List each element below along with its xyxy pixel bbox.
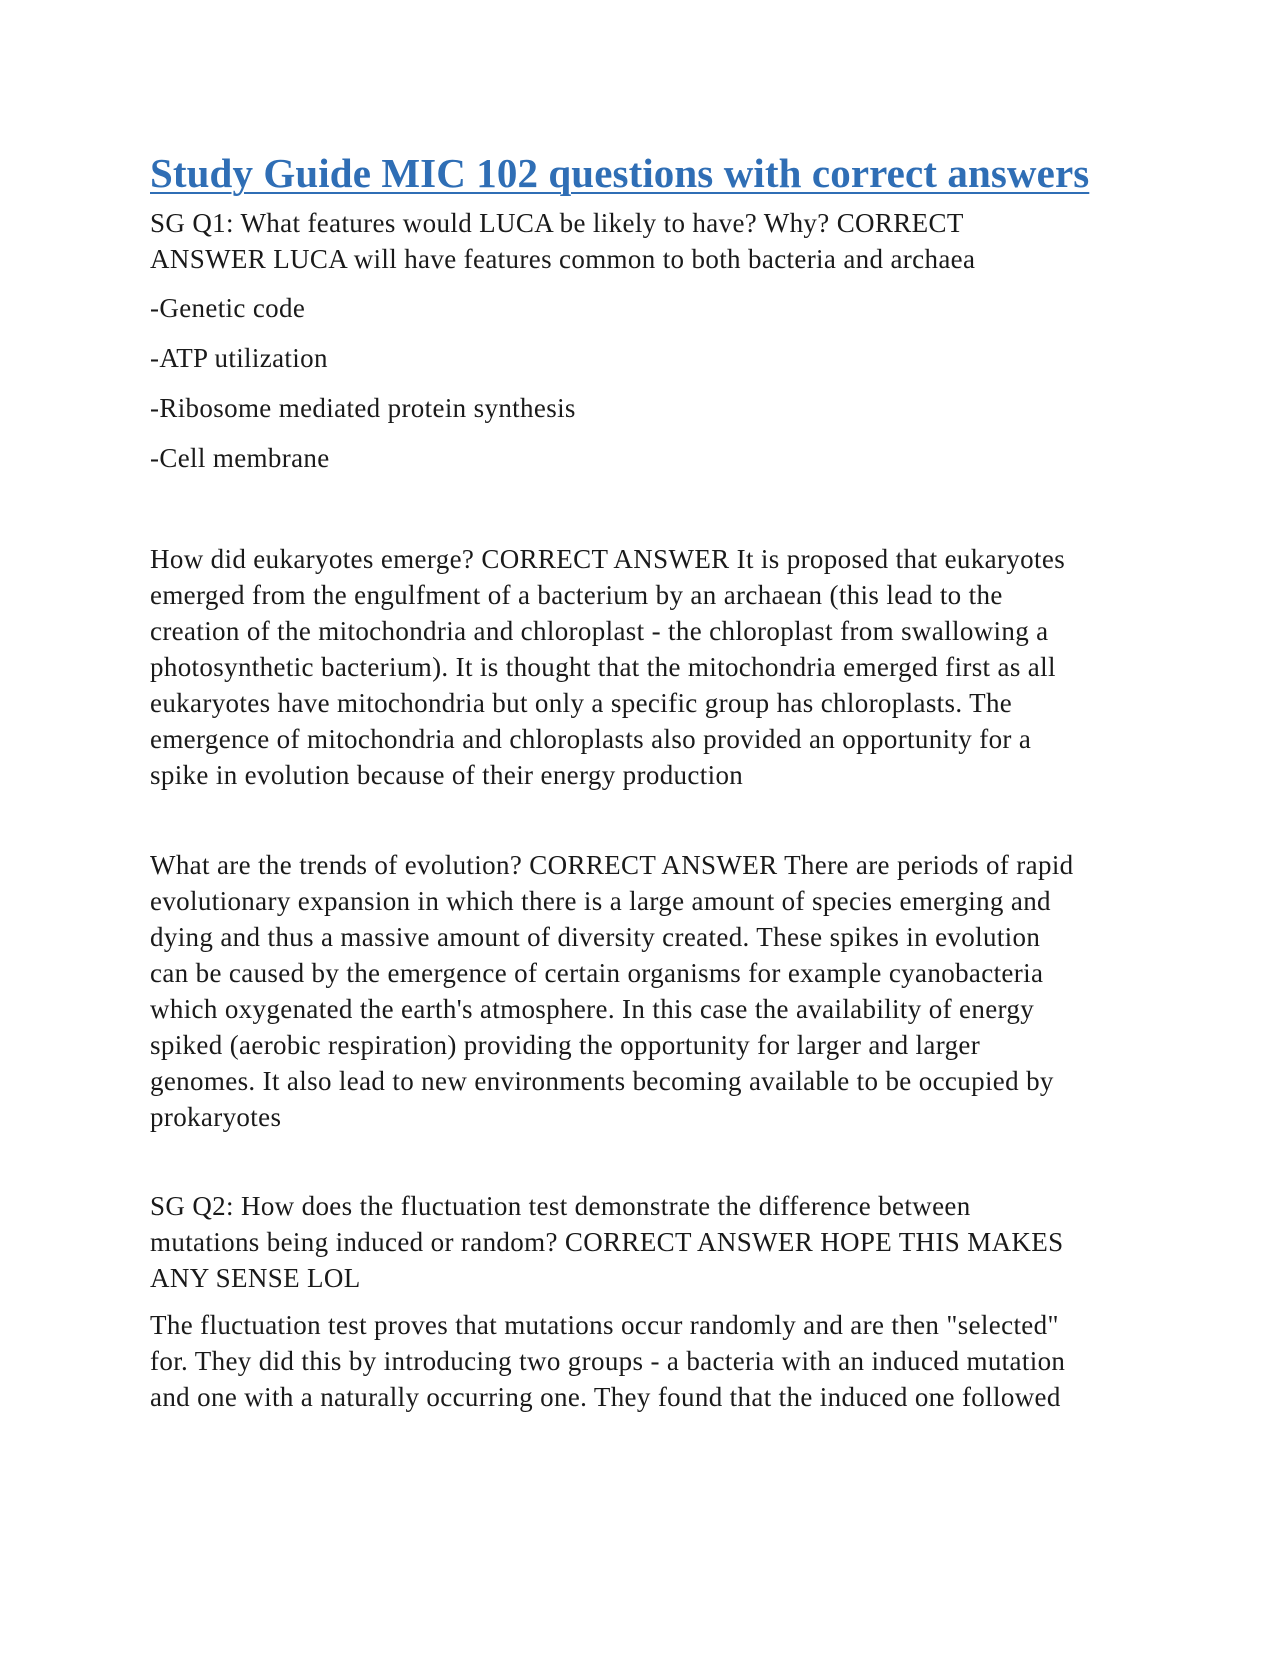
fluctuation-paragraph xyxy=(150,1307,1065,1415)
text-line: eukaryotes have mitochondria but only a specific group has chloroplasts. The xyxy=(150,688,1013,718)
text-line: and one with a naturally occurring one. They found that the induced one followed xyxy=(150,1382,1061,1412)
text-line: prokaryotes xyxy=(150,1102,282,1132)
sg-q1-question xyxy=(150,205,975,277)
text-line: which oxygenated the earth's atmosphere. In this case the availability of energy xyxy=(150,994,1035,1024)
document-title: Study Guide MIC 102 questions with correct answers xyxy=(150,150,1090,196)
text-line: How did eukaryotes emerge? CORRECT ANSWER It is proposed that eukaryotes xyxy=(150,544,1066,574)
text-line: evolutionary expansion in which there is a large amount of species emerging and xyxy=(150,886,1051,916)
text-line: for. They did this by introducing two groups - a bacteria with an induced mutation xyxy=(150,1346,1066,1376)
text-line: emerged from the engulfment of a bacterium by an archaean (this lead to the xyxy=(150,580,1003,610)
text-line: photosynthetic bacterium). It is thought that the mitochondria emerged first as all xyxy=(150,652,1056,682)
text-line: ANY SENSE LOL xyxy=(150,1263,361,1293)
list-item: -Cell membrane xyxy=(150,443,330,473)
text-line: The fluctuation test proves that mutations occur randomly and are then "selected" xyxy=(150,1310,1059,1340)
text-line: spike in evolution because of their energy production xyxy=(150,760,744,790)
list-item: -Genetic code xyxy=(150,293,306,323)
text-line: can be caused by the emergence of certain organisms for example cyanobacteria xyxy=(150,958,1044,988)
text-line: creation of the mitochondria and chloroplast - the chloroplast from swallowing a xyxy=(150,616,1049,646)
text-line: SG Q1: What features would LUCA be likely to have? Why? CORRECT xyxy=(150,208,964,238)
text-line: ANSWER LUCA will have features common to both bacteria and archaea xyxy=(150,244,976,274)
text-line: What are the trends of evolution? CORRECT ANSWER There are periods of rapid xyxy=(150,850,1074,880)
trends-paragraph xyxy=(150,847,1074,1135)
text-line: dying and thus a massive amount of diversity created. These spikes in evolution xyxy=(150,922,1041,952)
eukaryotes-paragraph xyxy=(150,541,1065,793)
list-item: -Ribosome mediated protein synthesis xyxy=(150,393,576,423)
text-line: SG Q2: How does the fluctuation test demonstrate the difference between xyxy=(150,1191,971,1221)
text-line: mutations being induced or random? CORRECT ANSWER HOPE THIS MAKES xyxy=(150,1227,1064,1257)
list-item: -ATP utilization xyxy=(150,343,328,373)
text-line: emergence of mitochondria and chloroplasts also provided an opportunity for a xyxy=(150,724,1032,754)
text-line: genomes. It also lead to new environments becoming available to be occupied by xyxy=(150,1066,1054,1096)
text-line: spiked (aerobic respiration) providing the opportunity for larger and larger xyxy=(150,1030,981,1060)
sg-q2-question xyxy=(150,1188,1063,1296)
